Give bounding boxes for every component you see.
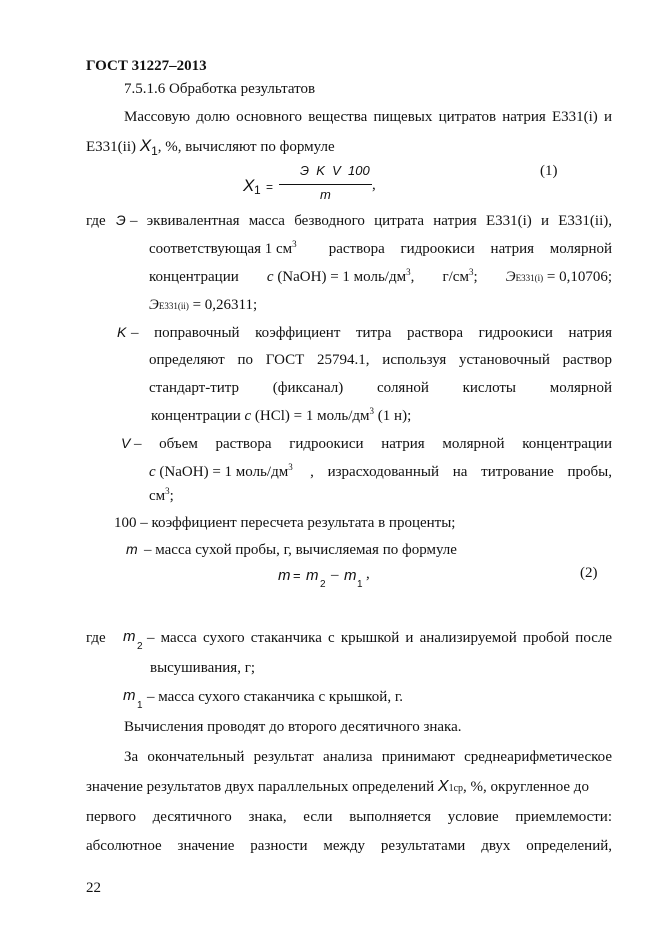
def-v-line-1: – объем раствора гидроокиси натрия молярной концентрации: [134, 436, 612, 452]
def-k-conc-label: концентрации: [151, 408, 241, 424]
intro-line-2: [86, 136, 335, 156]
formula-1-denominator: m: [320, 187, 331, 202]
def-k-conc-text: (HCl) = 1 моль/дм: [254, 408, 370, 424]
formula-2-comma: ,: [366, 566, 370, 582]
def-e-line-3: [149, 269, 612, 286]
intro-variable-x: X: [139, 136, 152, 155]
def-v-unit-sup: 3: [165, 486, 170, 496]
intro-product-code: Е331(ii): [86, 139, 136, 155]
def-e-value-ii-sub: Е331(ii): [158, 301, 189, 311]
def-k-line-2: определяют по ГОСТ 25794.1, используя установочный раствор: [149, 352, 612, 368]
calc-precision: Вычисления проводят до второго десятичного знака.: [124, 719, 462, 735]
formula-1-lhs: X: [243, 176, 255, 195]
def-e-value-i: [506, 269, 612, 286]
def-k-line-4: [151, 408, 411, 425]
def-e-value-ii-val: = 0,26311;: [192, 297, 258, 313]
def-v-line-3: [149, 488, 174, 505]
final-line-2: [86, 778, 589, 796]
final-variable-sub: 1ср: [448, 783, 464, 794]
formula-1-comma: ,: [372, 177, 376, 193]
def-e-conc-comma: ,: [410, 269, 415, 285]
final-line-1: За окончательный результат анализа принимают среднеарифметическое: [124, 749, 612, 765]
def-k-c-symbol: c: [244, 408, 252, 424]
def-m1-sub: 1: [137, 700, 143, 711]
def-e-line-4: [149, 297, 257, 314]
formula-2-m2: m: [306, 567, 319, 584]
def-m-text: – масса сухой пробы, г, вычисляемая по формуле: [144, 542, 457, 558]
def-e-value-i-val: = 0,10706;: [546, 269, 612, 285]
formula-2-number: (2): [580, 565, 598, 581]
def-m2-sub: 2: [137, 641, 143, 652]
formula-1-equals: =: [266, 180, 274, 194]
def-e-concentration-value: [267, 269, 414, 286]
def-v-line-2: [149, 464, 612, 481]
formula-1-number: (1): [540, 163, 558, 179]
formula-2-sub2: 2: [320, 579, 326, 590]
def-e-conc-sup: 3: [406, 267, 411, 277]
def-m2-symbol: m: [123, 628, 136, 645]
def-e-value-ii-sym: Э: [149, 297, 159, 313]
intro-line-2-text: , %, вычисляют по формуле: [157, 139, 335, 155]
formula-2-m1: m: [344, 567, 357, 584]
def-m-symbol: m: [126, 541, 138, 557]
intro-variable-sub: 1: [151, 144, 158, 158]
def-v-unit: см: [149, 488, 166, 504]
def-v-line-2-b: , израсходованный на титрование пробы,: [310, 464, 612, 480]
def-e-concentration-label: концентрации: [149, 269, 239, 285]
def-e-c-symbol: c: [266, 269, 274, 285]
final-line-2-a: значение результатов двух параллельных определений: [86, 779, 435, 795]
final-variable-x: X: [437, 778, 449, 795]
def-k-symbol: K: [117, 324, 127, 340]
def-m1-text: – масса сухого стаканчика с крышкой, г.: [147, 689, 404, 705]
def-k-line-1: – поправочный коэффициент титра раствора гидроокиси натрия: [131, 325, 612, 341]
document-standard-header: ГОСТ 31227–2013: [86, 58, 207, 74]
where-label-2: где: [86, 630, 106, 646]
def-e-unit-b-sup: 3: [468, 267, 474, 277]
def-m2-line-2: высушивания, г;: [150, 660, 256, 676]
intro-line-1: Массовую долю основного вещества пищевых цитратов натрия Е331(i) и: [124, 109, 612, 125]
final-line-3: первого десятичного знака, если выполняется условие приемлемости:: [86, 809, 612, 825]
def-e-line-2-a: [149, 241, 297, 258]
final-line-2-b: , %, округленное до: [463, 779, 589, 795]
def-e-unit-b: ;: [473, 269, 478, 285]
def-e-conc-text: (NaOH) = 1 моль/дм: [277, 269, 407, 285]
def-e-line-2-b: раствора гидроокиси натрия молярной: [328, 241, 612, 257]
def-m2-line-1: – масса сухого стаканчика с крышкой и анализируемой пробой после: [147, 630, 612, 646]
def-e-unit: [442, 269, 477, 286]
def-v-unit-end: ;: [169, 488, 174, 504]
section-title: 7.5.1.6 Обработка результатов: [124, 81, 316, 97]
def-v-conc-text: (NaOH) = 1 моль/дм: [159, 464, 289, 480]
def-e-line-2: [149, 241, 612, 258]
def-k-line-3: стандарт-титр (фиксанал) соляной кислоты молярной: [149, 380, 612, 396]
page-number: 22: [86, 880, 101, 896]
def-k-conc-end: (1 н);: [377, 408, 412, 424]
def-e-unit-text: соответствующая 1 см: [149, 241, 293, 257]
def-100: 100 – коэффициент пересчета результата в проценты;: [114, 515, 456, 531]
def-e-unit-a: г/см: [442, 269, 469, 285]
def-k-conc-sup: 3: [369, 406, 375, 416]
formula-2-lhs: m: [278, 567, 291, 584]
def-e-value-i-sub: Е331(i): [515, 273, 544, 283]
def-e-unit-sup: 3: [292, 239, 297, 249]
def-v-symbol: V: [121, 435, 131, 451]
final-line-4: абсолютное значение разности между результатами двух определений,: [86, 838, 612, 854]
formula-2-sub1: 1: [357, 579, 363, 590]
def-v-conc-sup: 3: [288, 462, 293, 472]
formula-1-lhs-sub: 1: [254, 183, 261, 197]
formula-2-equals: =: [293, 568, 301, 583]
formula-1-fraction-line: [279, 184, 372, 185]
formula-1-numerator: Э K V 100: [300, 163, 370, 178]
def-e-symbol: Э: [116, 212, 126, 228]
def-e-value-i-sym: Э: [505, 269, 516, 285]
def-m1-symbol: m: [123, 687, 136, 704]
def-e-line-1: – эквивалентная масса безводного цитрата натрия Е331(i) и Е331(ii),: [130, 213, 612, 229]
def-v-conc: [149, 464, 293, 481]
formula-2-minus: –: [331, 567, 339, 583]
def-v-c-symbol: c: [149, 464, 156, 480]
where-label-1: где: [86, 213, 106, 229]
